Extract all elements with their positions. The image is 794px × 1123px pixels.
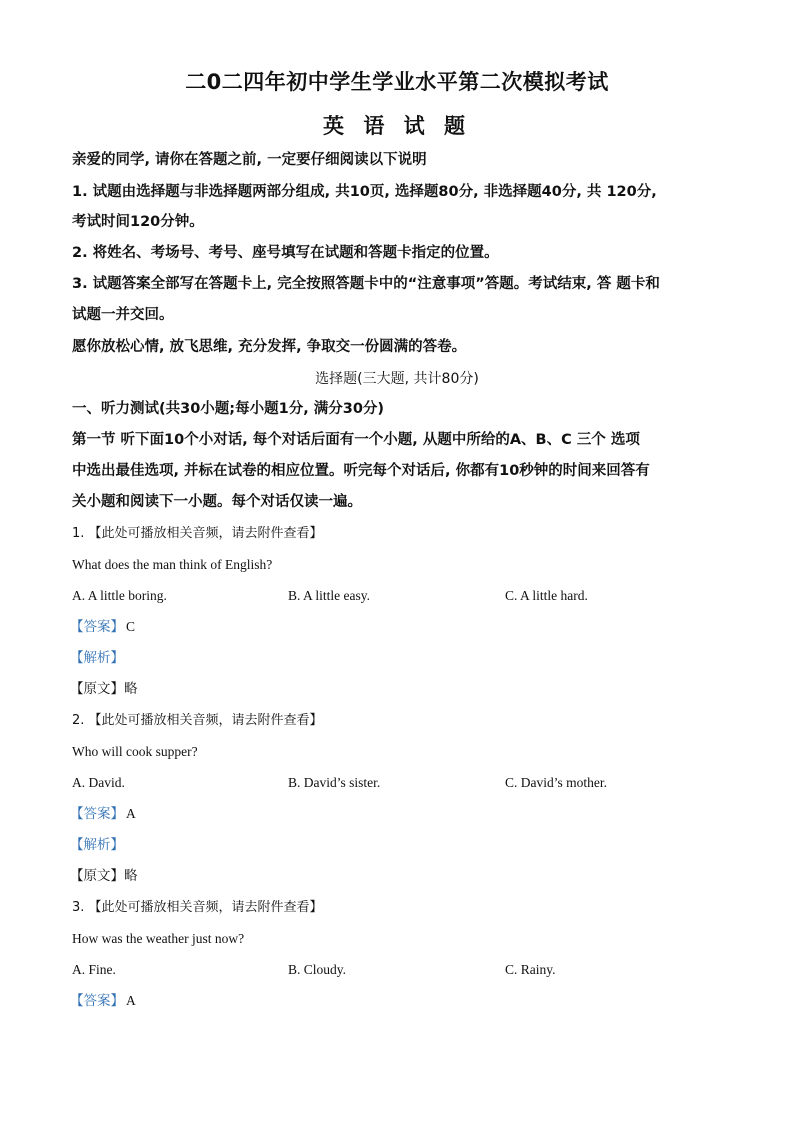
answer-value: C [126,619,136,634]
question-text: What does the man think of English? [72,557,273,572]
original-row [70,867,138,885]
original-value: 略 [124,868,138,884]
question-prompt: 2. 【此处可播放相关音频，请去附件查看】 [72,713,323,728]
answer-value: A [126,993,136,1008]
question-prompt: 3. 【此处可播放相关音频，请去附件查看】 [72,900,323,915]
original-row [70,680,138,698]
analysis-label: 【解析】 [70,837,124,853]
original-label: 【原文】 [70,681,124,697]
option-b: B. David’s sister. [288,775,381,790]
answer-value: A [126,806,136,821]
original-label: 【原文】 [70,868,124,884]
question-prompt: 1. 【此处可播放相关音频，请去附件查看】 [72,526,323,541]
option-b: B. A little easy. [288,588,370,603]
part-instructions: 中选出最佳选项, 并标在试卷的相应位置。听完每个对话后, 你都有10秒钟的时间来回答有 [72,463,650,479]
intro-line: 试题一并交回。 [72,307,174,323]
analysis-label: 【解析】 [70,650,124,666]
analysis-row [70,649,124,667]
part-heading: 一、听力测试(共30小题;每小题1分, 满分30分) [72,401,385,417]
question-text: How was the weather just now? [72,931,245,946]
option-c: C. David’s mother. [505,775,607,790]
intro-line: 考试时间120分钟。 [72,214,204,230]
option-a: A. David. [72,775,125,790]
answer-label: 【答案】 [70,993,124,1009]
part-instructions: 关小题和阅读下一小题。每个对话仅读一遍。 [72,494,362,510]
option-c: C. Rainy. [505,962,556,977]
intro-line: 2. 将姓名、考场号、考号、座号填写在试题和答题卡指定的位置。 [72,245,499,261]
answer-row [70,805,136,823]
section-heading: 选择题(三大题, 共计80分) [315,371,479,387]
analysis-row [70,836,124,854]
original-value: 略 [124,681,138,697]
option-a: A. A little boring. [72,588,167,603]
question-text: Who will cook supper? [72,744,198,759]
intro-line: 3. 试题答案全部写在答题卡上, 完全按照答题卡中的“注意事项”答题。考试结束, 答 题卡和 [72,276,660,292]
option-a: A. Fine. [72,962,116,977]
intro-line: 1. 试题由选择题与非选择题两部分组成, 共10页, 选择题80分, 非选择题40分, 共 120分, [72,184,657,200]
exam-subtitle: 英 语 试 题 [323,114,471,138]
option-b: B. Cloudy. [288,962,347,977]
answer-label: 【答案】 [70,619,124,635]
answer-row [70,618,135,636]
answer-row [70,992,136,1010]
part-instructions: 第一节 听下面10个小对话, 每个对话后面有一个小题, 从题中所给的A、B、C 三个 选项 [72,432,640,448]
intro-line: 愿你放松心情, 放飞思维, 充分发挥, 争取交一份圆满的答卷。 [72,339,467,355]
intro-line: 亲爱的同学, 请你在答题之前, 一定要仔细阅读以下说明 [72,152,427,168]
answer-label: 【答案】 [70,806,124,822]
exam-title: 二0二四年初中学生学业水平第二次模拟考试 [185,70,609,94]
option-c: C. A little hard. [505,588,588,603]
